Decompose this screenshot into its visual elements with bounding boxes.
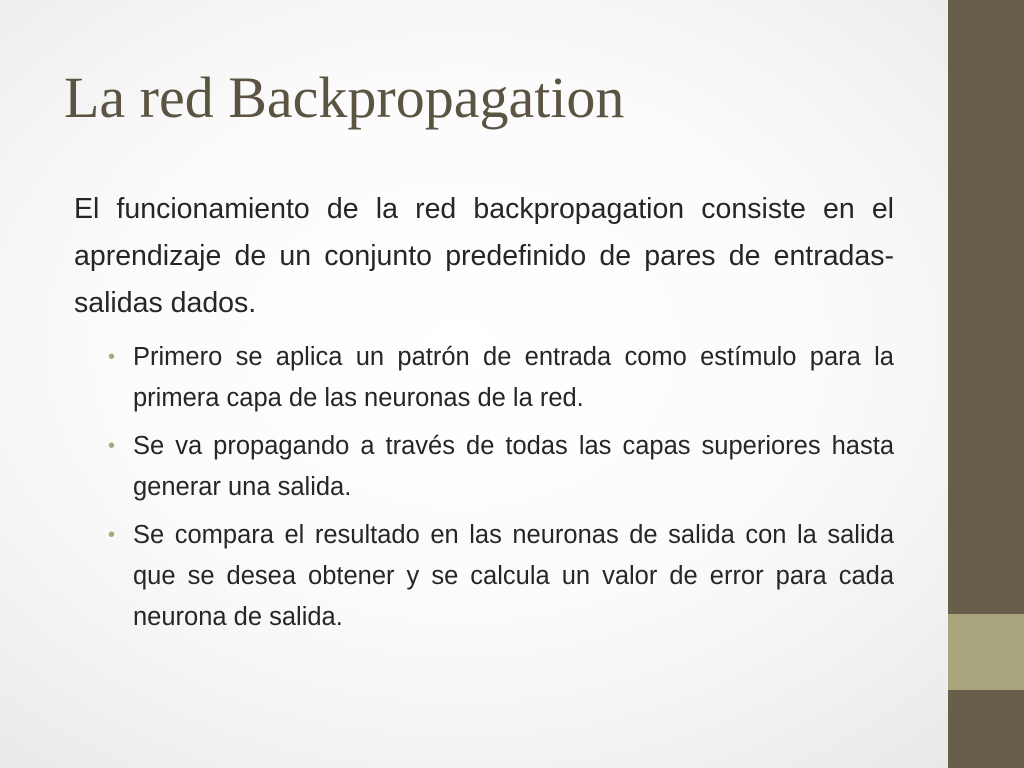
bullet-icon: •	[108, 346, 116, 368]
decorative-side-band	[948, 614, 1024, 690]
bullet-text: Se va propagando a través de todas las capas superiores hasta generar una salida.	[133, 432, 894, 501]
bullet-text: Primero se aplica un patrón de entrada como estímulo para la primera capa de las neuronas de la red.	[133, 343, 894, 412]
intro-paragraph: El funcionamiento de la red backpropagation consiste en el aprendizaje de un conjunto predefinido de pares de entradas-salidas dados.	[74, 193, 894, 319]
bullet-text: Se compara el resultado en las neuronas de salida con la salida que se desea obtener y se calcula un valor de error para cada neurona de salida.	[133, 521, 894, 631]
bullet-list	[74, 337, 894, 638]
slide-body	[74, 186, 894, 645]
bullet-item	[74, 337, 894, 419]
bullet-item	[74, 515, 894, 638]
bullet-icon: •	[108, 435, 116, 457]
bullet-icon: •	[108, 524, 116, 546]
slide-title: La red Backpropagation	[64, 65, 625, 130]
bullet-item	[74, 426, 894, 508]
